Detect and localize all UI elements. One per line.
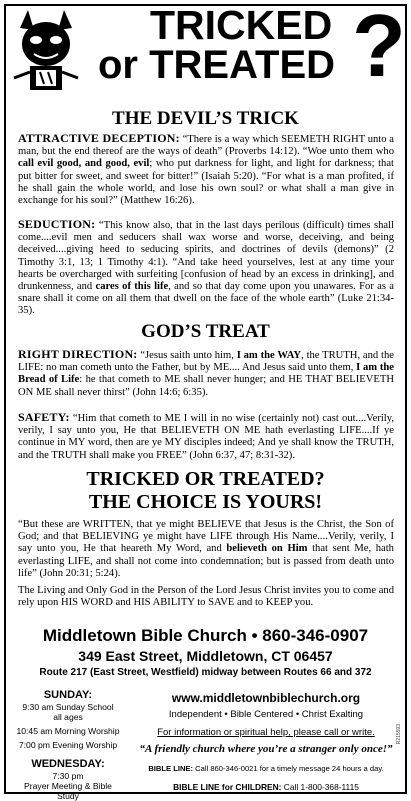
schedule-column bbox=[12, 681, 124, 801]
bible-line-children: BIBLE LINE for CHILDREN: Call 1-800-368-1115 bbox=[173, 782, 359, 792]
bottom-info bbox=[12, 681, 400, 801]
church-website[interactable]: www.middletownbiblechurch.org bbox=[171, 691, 361, 705]
written-paragraph: “But these are WRITTEN, that ye might BELIEVE that Jesus is the Christ, the Son of God; and that BELIEVING ye might have LIFE through His Name....Verily, verily, I say unto you, He that heareth My Word, and believeth on Him that sent Me, hath everlasting LIFE, and shall not come into condemnation; but is passed from death unto life” (John 20:31; 5:24). bbox=[18, 519, 394, 579]
all-ages: all ages bbox=[53, 712, 83, 722]
wednesday-time: 7:30 pm bbox=[52, 771, 84, 781]
info-column bbox=[132, 681, 400, 792]
headline-tricked: TRICKED bbox=[150, 2, 333, 48]
church-address: 349 East Street, Middletown, CT 06457 bbox=[78, 648, 333, 664]
church-route: Route 217 (East Street, Westfield) midway between Routes 66 and 372 bbox=[39, 667, 372, 678]
wednesday-label: WEDNESDAY: bbox=[31, 758, 105, 770]
header bbox=[0, 0, 411, 96]
sunday-school: 9:30 am Sunday School bbox=[22, 702, 114, 712]
choice-title-2: THE CHOICE IS YOURS! bbox=[88, 491, 323, 513]
seduction-paragraph: SEDUCTION: “This know also, that in the last days perilous (difficult) times shall come....evil men and seducers shall wax worse and worse, deceiving, and being deceived....giving heed to seducing spirits, and doctrines of devils (demons)” (2 Timothy 3:1, 13; 1 Timothy 4:1). “And take heed yourselves, lest at any time your hearts be overcharged with surfeiting [confusion of head by an excess in drinking], and drunkenness, and cares of this life, and so that day come upon you unawares. For as a snare shall it come on all them that dwell on the face of the whole earth” (Luke 21:34-35). bbox=[18, 217, 394, 317]
wednesday-description: Prayer Meeting & Bible Study bbox=[24, 781, 112, 801]
church-tagline: Independent • Bible Centered • Christ Exalting bbox=[168, 709, 364, 720]
church-name-phone: Middletown Bible Church • 860-346-0907 bbox=[42, 626, 369, 645]
devil-mask-icon bbox=[10, 8, 82, 92]
headline-or-treated: or TREATED bbox=[98, 43, 336, 87]
morning-worship: 10:45 am Morning Worship bbox=[16, 726, 120, 736]
ad-code: R215593 bbox=[396, 724, 402, 745]
attractive-deception-paragraph: ATTRACTIVE DECEPTION: “There is a way which SEEMETH RIGHT unto a man, but the end thereof are the ways of death” (Proverbs 14:12). “Woe unto them who call evil good, and good, evil; who put darkness for light, and light for darkness; that put bitter for sweet, and sweet for bitter!” (Isaiah 5:20). “For what is a man profited, if he shall gain the whole world, and lose his own soul? or what shall a man give in exchange for his soul?” (Matthew 16:26). bbox=[18, 131, 395, 207]
info-line: For information or spiritual help, please call or write. bbox=[157, 727, 375, 738]
gods-treat-title: GOD’S TREAT bbox=[141, 321, 270, 342]
bible-line: BIBLE LINE: Call 860-346-0021 for a timely message 24 hours a day. bbox=[148, 764, 384, 773]
question-mark: ? bbox=[352, 0, 406, 95]
evening-worship: 7:00 pm Evening Worship bbox=[18, 740, 118, 750]
right-direction-paragraph: RIGHT DIRECTION: “Jesus saith unto him, I am the WAY, the TRUTH, and the LIFE: no man cometh unto the Father, but by ME.... And Jesus said unto them, I am the Bread of Life: he that cometh to ME shall never hunger; and HE THAT BELIEVETH ON ME shall never thirst” (John 14:6; 6:35). bbox=[18, 347, 395, 398]
devils-trick-title: THE DEVIL’S TRICK bbox=[112, 108, 299, 129]
church-motto: “A friendly church where you’re a stranger only once!” bbox=[139, 743, 393, 755]
sunday-label: SUNDAY: bbox=[43, 689, 93, 701]
choice-title-1: TRICKED OR TREATED? bbox=[86, 468, 325, 490]
safety-paragraph: SAFETY: “Him that cometh to ME I will in no wise (certainly not) cast out....Verily, verily, I say unto you, He that BELIEVETH ON ME hath everlasting LIFE....If ye continue in MY word, then are ye MY disciples indeed; And ye shall know the TRUTH, and the TRUTH shall make you FREE” (John 6:37, 47; 8:31-32). bbox=[18, 410, 394, 461]
invitation-paragraph: The Living and Only God in the Person of the Lord Jesus Christ invites you to come and rely upon HIS WORD and HIS ABILITY to SAVE and to KEEP you. bbox=[18, 585, 394, 609]
